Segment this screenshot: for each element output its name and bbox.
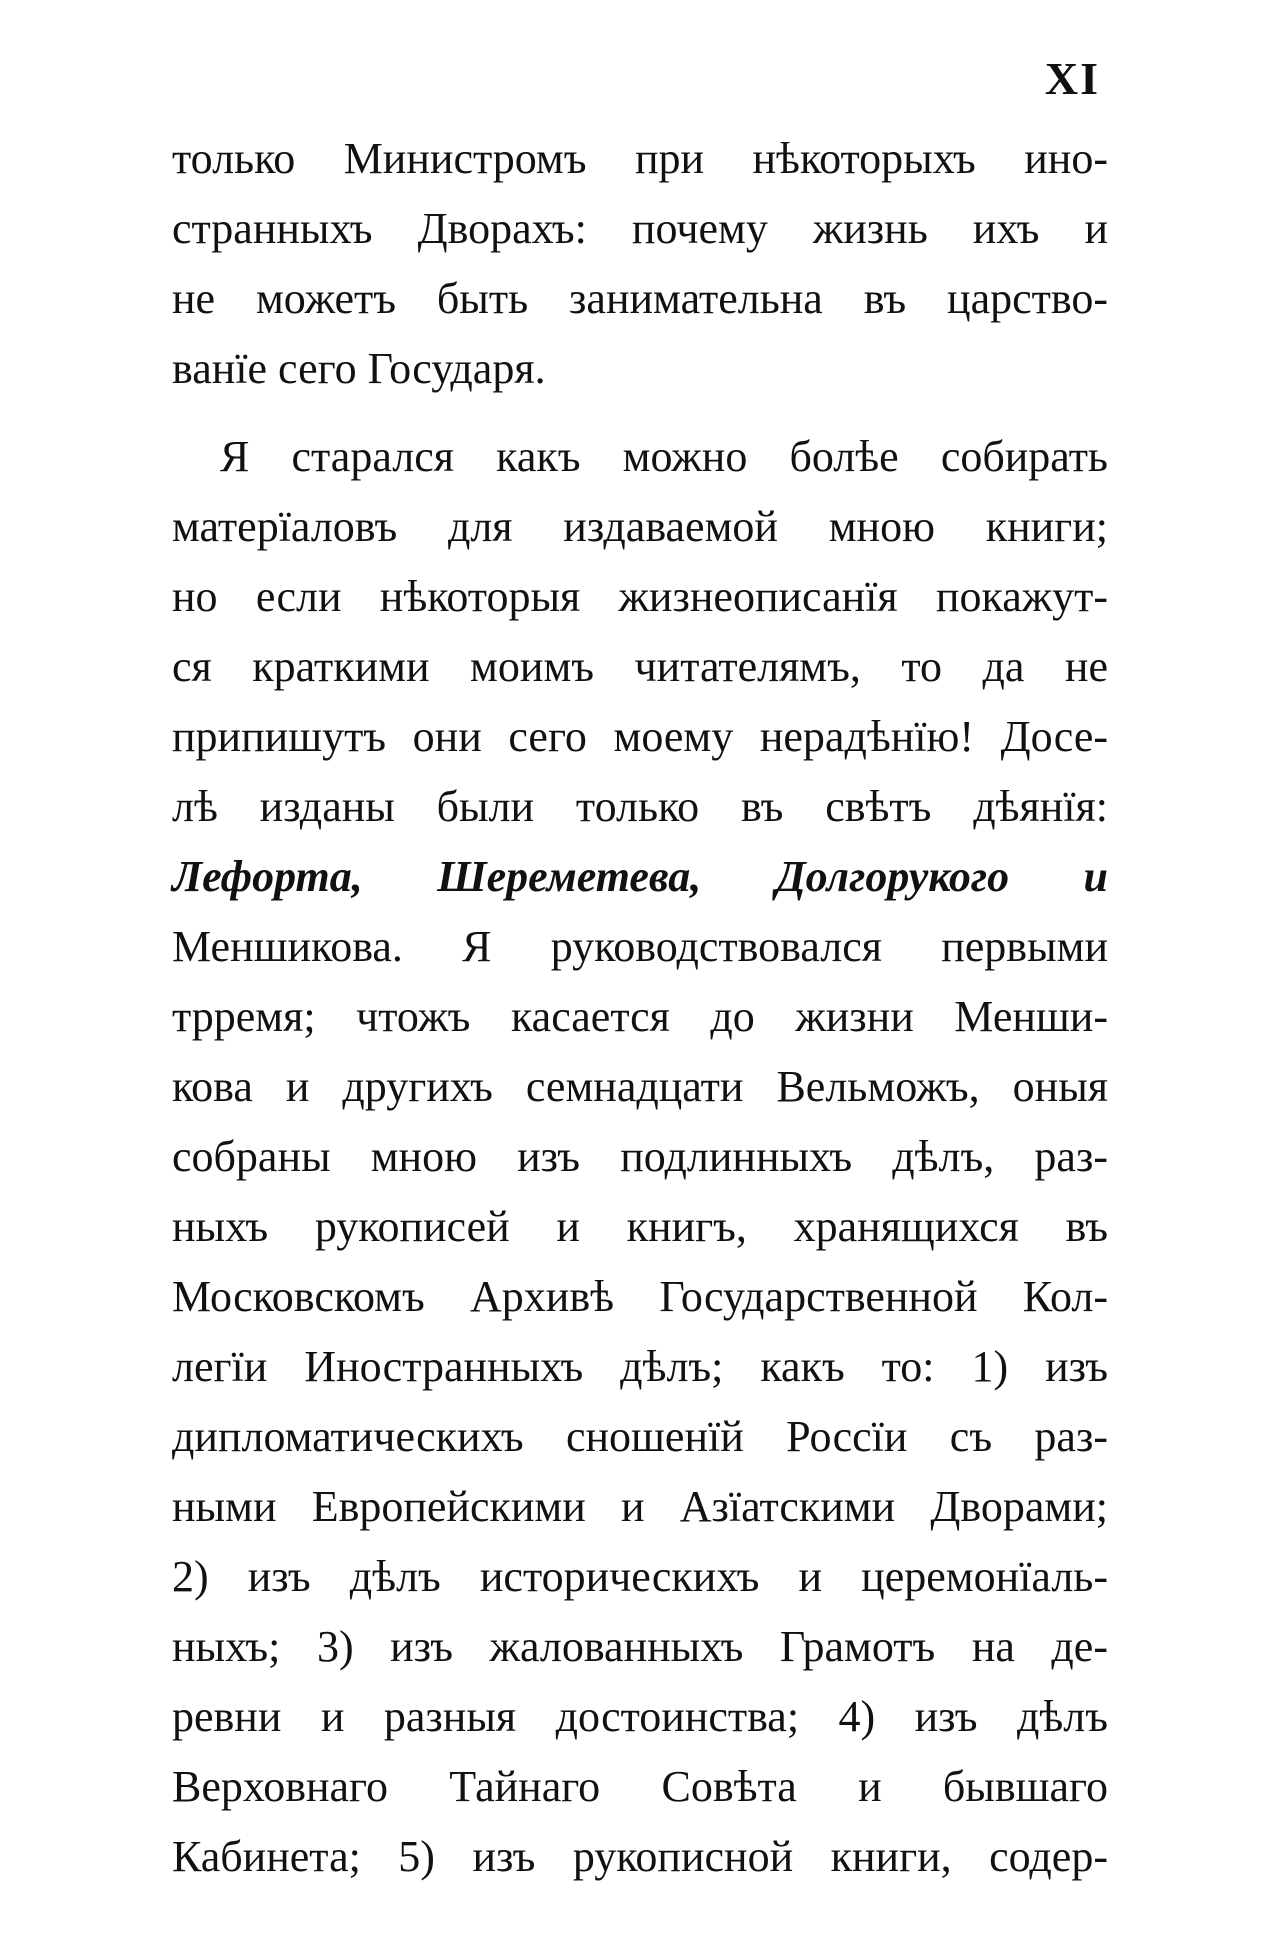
text-line: Кабинета; 5) изъ рукописной книги, содер- — [172, 1832, 1108, 1881]
text-line: припишутъ они сего моему нерадѣнїю! Досе- — [172, 712, 1108, 761]
paragraph-gap — [172, 404, 1108, 422]
text-line: Меншикова. Я руководствовался первыми — [172, 922, 1108, 971]
text-line: лѣ изданы были только въ свѣтъ дѣянїя: — [172, 782, 1108, 831]
text-line: собраны мною изъ подлинныхъ дѣлъ, раз- — [172, 1132, 1108, 1181]
text-line: ными Европейскими и Азїатскими Дворами; — [172, 1482, 1108, 1531]
text-line: трремя; чтожъ касается до жизни Менши- — [172, 992, 1108, 1041]
text-line: ныхъ; 3) изъ жалованныхъ Грамотъ на де- — [172, 1622, 1108, 1671]
text-line: Московскомъ Архивѣ Государственной Кол- — [172, 1272, 1108, 1321]
text-line: странныхъ Дворахъ: почему жизнь ихъ и — [172, 204, 1108, 253]
text-line: легїи Иностранныхъ дѣлъ; какъ то: 1) изъ — [172, 1342, 1108, 1391]
text-line: ся краткими моимъ читателямъ, то да не — [172, 642, 1108, 691]
paragraph-1 — [172, 124, 1108, 404]
text-line: Я старался какъ можно болѣе собирать — [220, 432, 1108, 481]
text-line: 2) изъ дѣлъ историческихъ и церемонїаль- — [172, 1552, 1108, 1601]
text-line: дипломатическихъ сношенїй Россїи съ раз- — [172, 1412, 1108, 1461]
text-line: матерїаловъ для издаваемой мною книги; — [172, 502, 1108, 551]
text-line: только Министромъ при нѣкоторыхъ ино- — [172, 134, 1108, 183]
text-line: ревни и разныя достоинства; 4) изъ дѣлъ — [172, 1692, 1108, 1741]
paragraph-2 — [172, 422, 1108, 1892]
page-number: XI — [1044, 53, 1100, 104]
text-line: ныхъ рукописей и книгъ, хранящихся въ — [172, 1202, 1108, 1251]
text-line: ванїе сего Государя. — [172, 344, 546, 393]
text-line-names: Лефорта, Шереметева, Долгорукого и — [172, 852, 1108, 901]
text-line: кова и другихъ семнадцати Вельможъ, оныя — [172, 1062, 1108, 1111]
text-line: Верховнаго Тайнаго Совѣта и бывшаго — [172, 1762, 1108, 1811]
body-text — [172, 124, 1108, 1892]
text-line: но если нѣкоторыя жизнеописанїя покажут- — [172, 572, 1108, 621]
text-line: не можетъ быть занимательна въ царство- — [172, 274, 1108, 323]
